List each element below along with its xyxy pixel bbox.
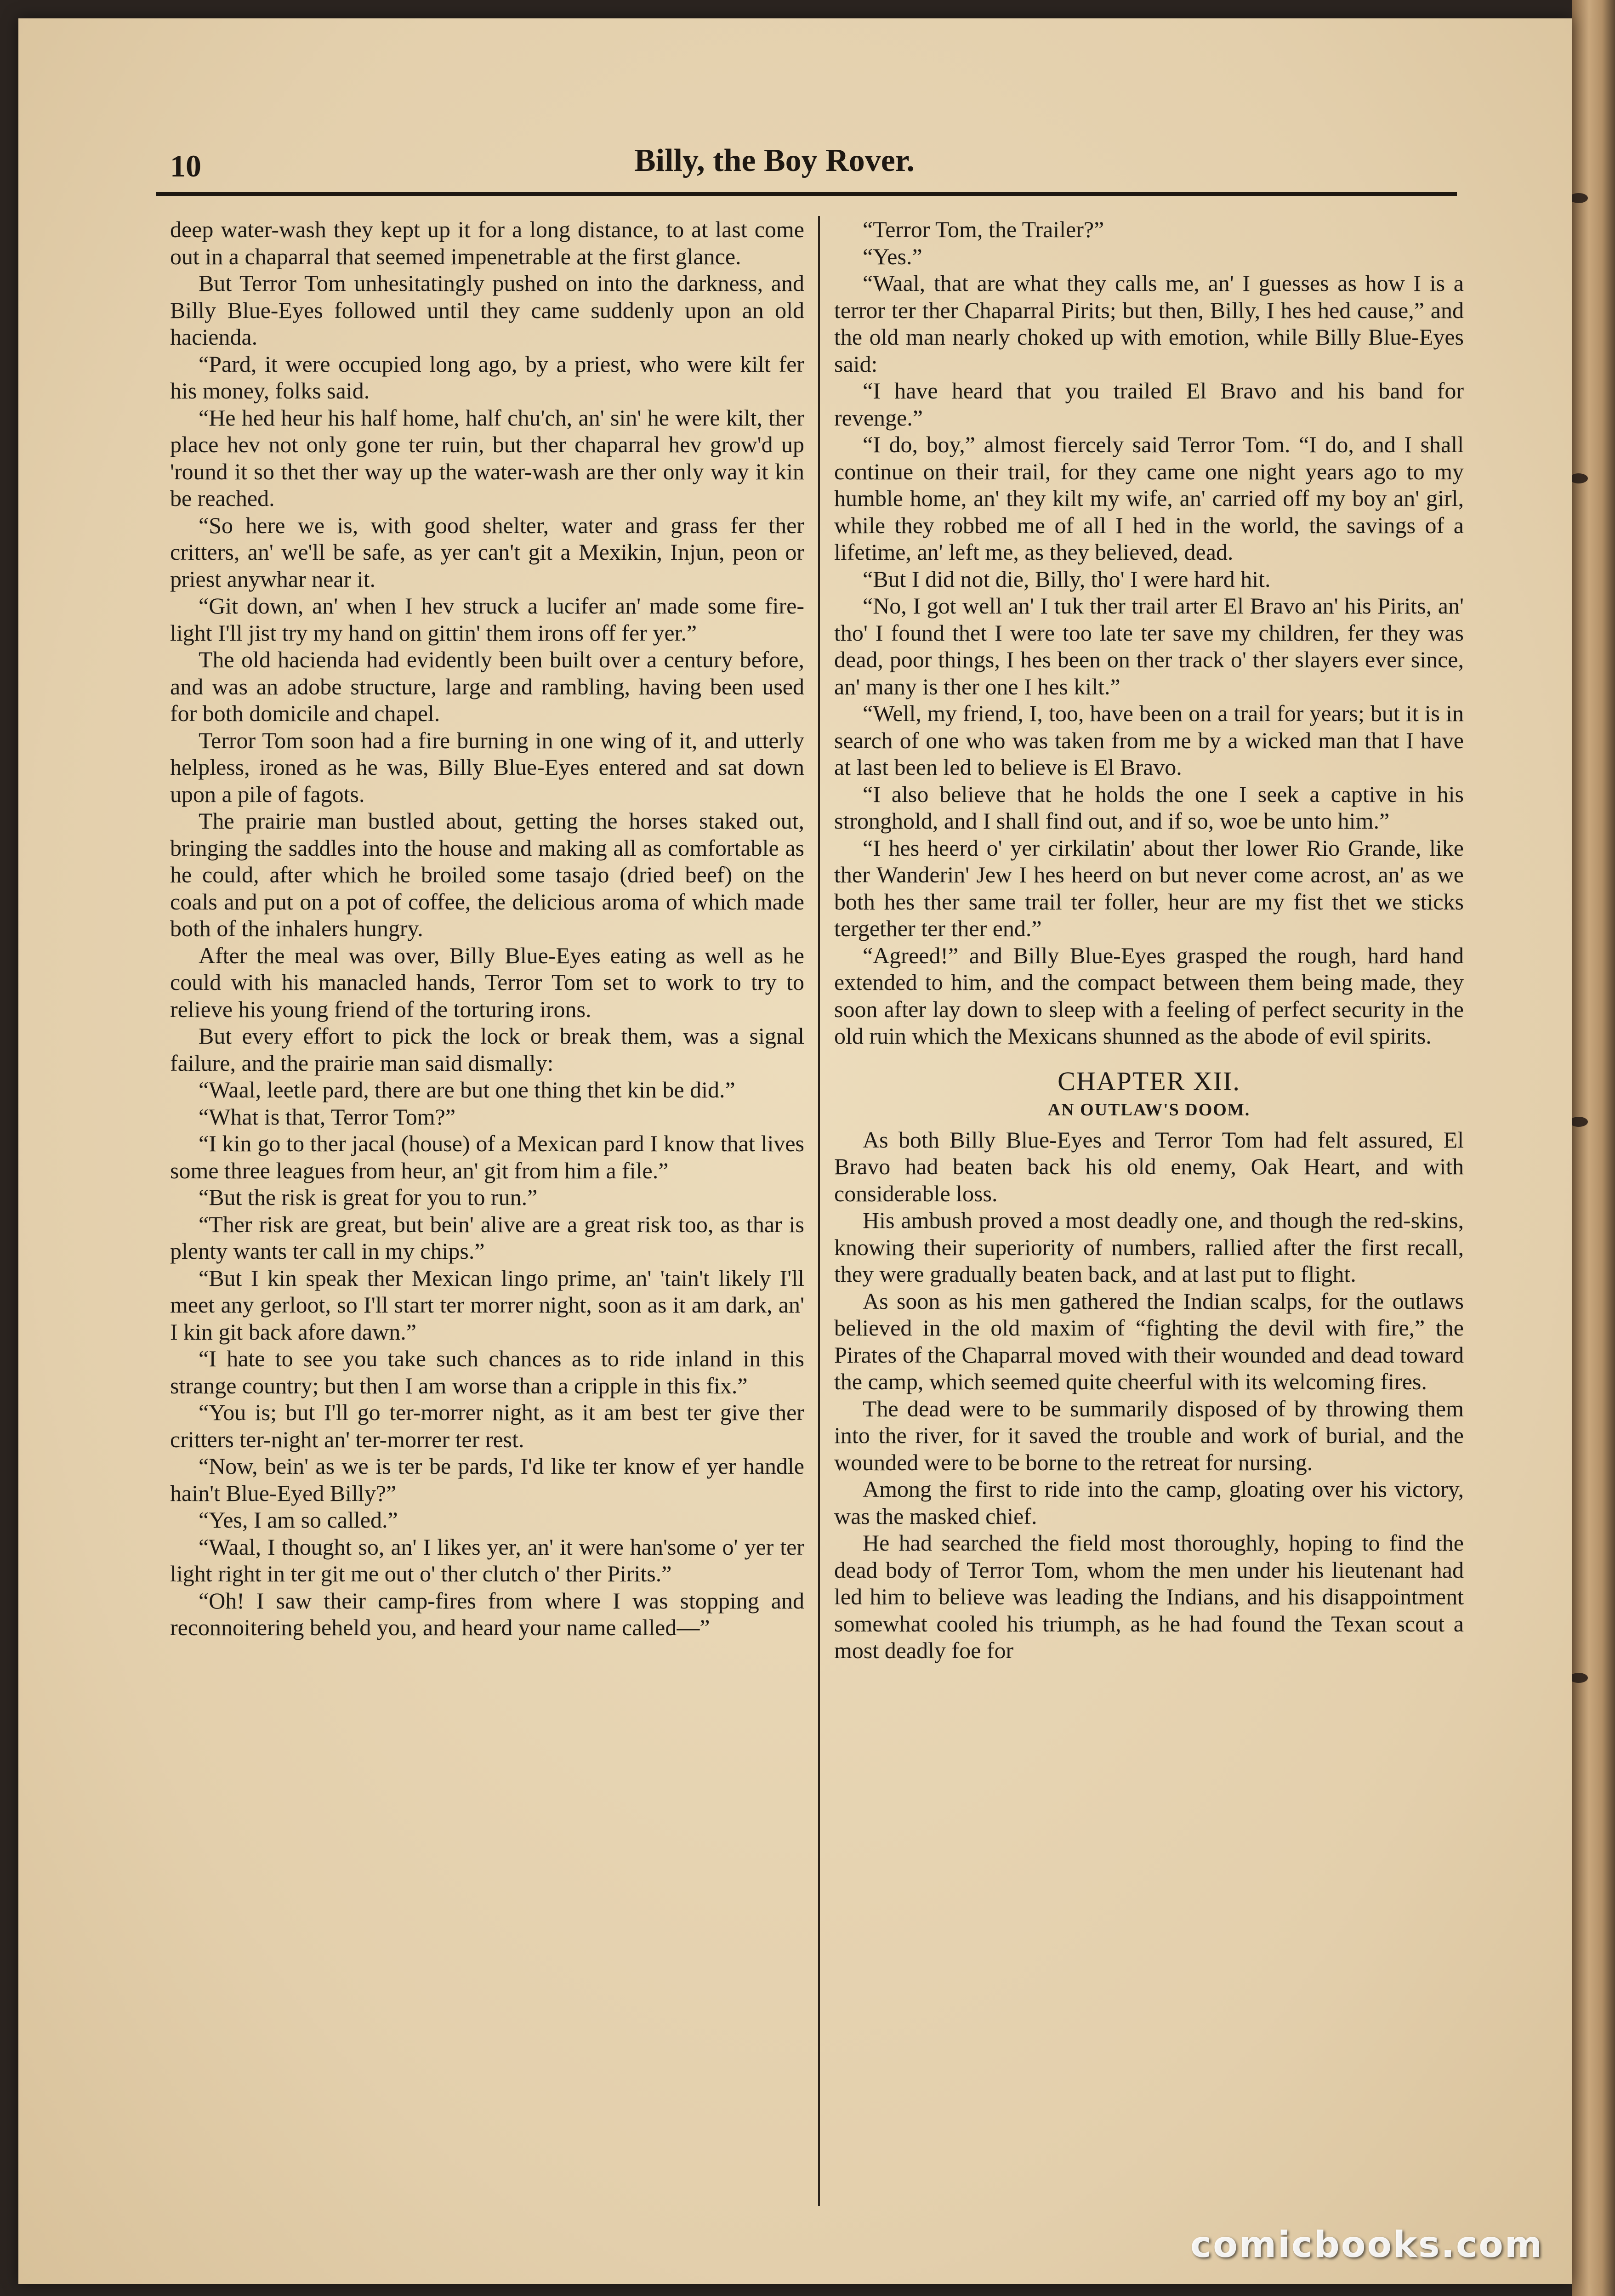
paragraph: “I hes heerd o' yer cirkilatin' about ther lower Rio Grande, like ther Wanderin' Jew I hes heerd on but never come acrost, an' as we both hes ther same trail ter foller, heur are my fist thet we sticks tergether ter ther end.”: [834, 835, 1464, 941]
paragraph: “Waal, that are what they calls me, an' I guesses as how I is a terror ter ther Chaparral Pirits; but then, Billy, I hes hed cause,” and the old man nearly choked up with emotion, while Billy Blue-Eyes said:: [834, 270, 1464, 377]
binding-stitch: [1570, 1117, 1588, 1127]
paragraph: As both Billy Blue-Eyes and Terror Tom had felt assured, El Bravo had beaten back his old enemy, Oak Heart, and with considerable loss.: [834, 1126, 1464, 1206]
paragraph: “I also believe that he holds the one I seek a captive in his stronghold, and I shall find out, and if so, woe be unto him.”: [834, 781, 1464, 834]
paragraph: As soon as his men gathered the Indian scalps, for the outlaws believed in the old maxim of “fighting the devil with fire,” the Pirates of the Chaparral moved with their wounded and dead toward the camp, which seemed quite cheerful with its welcoming fires.: [834, 1288, 1464, 1394]
paragraph: “Agreed!” and Billy Blue-Eyes grasped the rough, hard hand extended to him, and the compact between them being made, they soon after lay down to sleep with a feeling of perfect security in the old ruin which the Mexicans shunned as the abode of evil spirits.: [834, 942, 1464, 1049]
page-number: 10: [170, 148, 201, 183]
watermark: comicbooks.com: [1190, 2224, 1544, 2266]
paragraph: “But I did not die, Billy, tho' I were hard hit.: [863, 566, 1271, 592]
paragraph: But Terror Tom unhesitatingly pushed on into the darkness, and Billy Blue-Eyes followed until they came suddenly upon an old hacienda.: [170, 270, 804, 350]
paragraph: “I kin go to ther jacal (house) of a Mexican pard I know that lives some three leagues from heur, an' git from him a file.”: [170, 1131, 804, 1183]
paragraph: “Ther risk are great, but bein' alive are a great risk too, as thar is plenty wants ter call in my chips.”: [170, 1211, 804, 1264]
paragraph: “I have heard that you trailed El Bravo and his band for revenge.”: [834, 378, 1464, 431]
header-rule: [156, 192, 1457, 196]
paragraph: The prairie man bustled about, getting the horses staked out, bringing the saddles into the house and making all as comfortable as he could, after which he broiled some tasajo (dried beef) on the coals and put on a pot of coffee, the delicious aroma of which made both of the inhalers hungry.: [170, 808, 804, 941]
left-column: [170, 216, 804, 2201]
paragraph: The old hacienda had evidently been built over a century before, and was an adobe structure, large and rambling, having been used for both domicile and chapel.: [170, 647, 804, 726]
paragraph: “Waal, leetle pard, there are but one thing thet kin be did.”: [199, 1077, 735, 1103]
paragraph: He had searched the field most thoroughly, hoping to find the dead body of Terror Tom, whom the men under his lieutenant had led him to believe was leading the Indians, and his disappointment somewhat cooled his triumph, as he had found the Texan scout a most deadly foe for: [834, 1530, 1464, 1663]
binding-stitch: [1570, 473, 1588, 483]
binding-stitch: [1570, 193, 1588, 203]
right-column: [834, 216, 1464, 2201]
paragraph: deep water-wash they kept up it for a long distance, to at last come out in a chaparral that seemed impenetrable at the first glance.: [170, 216, 804, 269]
page-header: [156, 138, 1457, 188]
paragraph: “Now, bein' as we is ter be pards, I'd like ter know ef yer handle hain't Blue-Eyed Billy?”: [170, 1453, 804, 1506]
chapter-heading: CHAPTER XII.: [1058, 1066, 1240, 1096]
paragraph: “He hed heur his half home, half chu'ch, an' sin' he were kilt, ther place hev not only gone ter ruin, but ther chaparral hev grow'd up 'round it so thet ther way up the water-wash are ther only way it kin be reached.: [170, 404, 804, 511]
paragraph: After the meal was over, Billy Blue-Eyes eating as well as he could with his manacled hands, Terror Tom set to work to try to relieve his young friend of the torturing irons.: [170, 942, 804, 1022]
paragraph: “But I kin speak ther Mexican lingo prime, an' 'tain't likely I'll meet any gerloot, so I'll start ter morrer night, soon as it am dark, an' I kin git back afore dawn.”: [170, 1265, 804, 1345]
binding-spine: [1572, 0, 1615, 2296]
paragraph: His ambush proved a most deadly one, and though the red-skins, knowing their superiority of numbers, rallied after the first recall, they were gradually beaten back, and at last put to flight.: [834, 1207, 1464, 1287]
paragraph: “You is; but I'll go ter-morrer night, as it am best ter give ther critters ter-night an' ter-morrer ter rest.: [170, 1399, 804, 1452]
paragraph: “No, I got well an' I tuk ther trail arter El Bravo an' his Pirits, an' tho' I found thet I were too late ter save my children, fer they was dead, poor things, I hes been on ther track o' ther slayers ever since, an' many is ther one I hes kilt.”: [834, 593, 1464, 699]
binding-stitch: [1570, 1673, 1588, 1683]
paragraph: “Oh! I saw their camp-fires from where I was stopping and reconnoitering beheld you, and heard your name called—”: [170, 1587, 804, 1640]
paragraph: “Waal, I thought so, an' I likes yer, an' it were han'some o' yer ter light right in ter git me out o' ther clutch o' ther Pirits.”: [170, 1534, 804, 1586]
column-divider: [818, 216, 820, 2206]
running-title: Billy, the Boy Rover.: [634, 143, 915, 178]
paragraph: Among the first to ride into the camp, gloating over his victory, was the masked chief.: [834, 1476, 1464, 1529]
chapter-subtitle: AN OUTLAW'S DOOM.: [1047, 1100, 1251, 1120]
paragraph: Terror Tom soon had a fire burning in one wing of it, and utterly helpless, ironed as he was, Billy Blue-Eyes entered and sat down upon a pile of fagots.: [170, 727, 804, 807]
paragraph: But every effort to pick the lock or break them, was a signal failure, and the prairie man said dismally:: [170, 1023, 804, 1076]
paragraph: “Well, my friend, I, too, have been on a trail for years; but it is in search of one who was taken from me by a wicked man that I have at last been led to believe is El Bravo.: [834, 700, 1464, 780]
paragraph: The dead were to be summarily disposed of by throwing them into the river, for it saved the trouble and work of burial, and the wounded were to be borne to the retreat for nursing.: [834, 1395, 1464, 1475]
paragraph: “What is that, Terror Tom?”: [199, 1103, 456, 1130]
paragraph: “But the risk is great for you to run.”: [199, 1184, 538, 1210]
paragraph: “Pard, it were occupied long ago, by a priest, who were kilt fer his money, folks said.: [170, 351, 804, 404]
paragraph: “Git down, an' when I hev struck a lucifer an' made some fire-light I'll jist try my hand on gittin' them irons off fer yer.”: [170, 593, 804, 646]
paragraph: “Yes, I am so called.”: [199, 1507, 398, 1533]
paragraph: “Yes.”: [863, 243, 922, 269]
paragraph: “I hate to see you take such chances as to ride inland in this strange country; but then I am worse than a cripple in this fix.”: [170, 1346, 804, 1398]
paragraph: “I do, boy,” almost fiercely said Terror Tom. “I do, and I shall continue on their trail, for they came one night years ago to my humble home, an' they kilt my wife, an' carried off my boy an' girl, while they robbed me of all I hed in the world, the savings of a lifetime, an' left me, as they believed, dead.: [834, 432, 1464, 565]
paragraph: “Terror Tom, the Trailer?”: [863, 216, 1104, 242]
paragraph: “So here we is, with good shelter, water and grass fer ther critters, an' we'll be safe, as yer can't git a Mexikin, Injun, peon or priest anywhar near it.: [170, 512, 804, 592]
